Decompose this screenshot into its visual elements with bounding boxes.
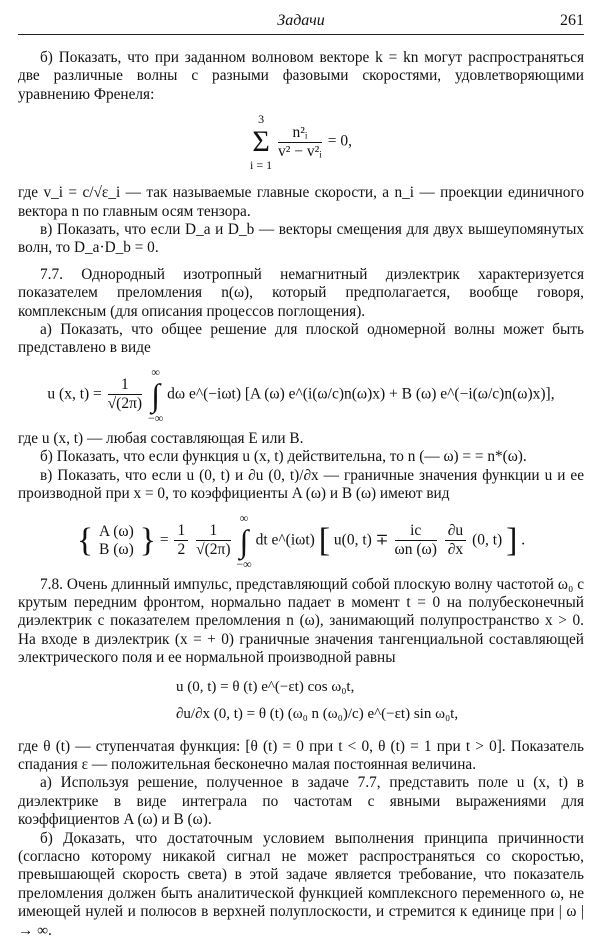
paragraph-p8: в) Показать, что если u (0, t) и ∂u (0, t)/∂x — граничные значения функции u и ее производной при x = 0, то коэффициенты A (ω) и B (ω) имеют вид — [18, 466, 584, 503]
coef-a: A (ω) — [99, 522, 134, 540]
coef-end: . — [521, 531, 526, 549]
half-num: 1 — [174, 522, 188, 541]
sum-lower: i = 1 — [250, 158, 273, 173]
header-rule — [18, 34, 584, 35]
paragraph-p7: б) Показать, что если функция u (x, t) действительна, то n (— ω) = = n*(ω). — [40, 448, 527, 466]
integral2-sign: ∫ — [239, 522, 249, 559]
boundary-line-1: u (0, t) = θ (t) e^(−εt) cos ω₀t, — [176, 678, 355, 695]
page — [18, 6, 584, 940]
paragraph-p11: а) Используя решение, полученное в задаче 7.7, представить поле u (x, t) в диэлектрике в виде интеграла по частотам с явными выражениями для коэффициентов A (ω) и B (ω). — [18, 774, 584, 829]
page-number: 261 — [560, 12, 584, 29]
header-title: Задачи — [277, 12, 325, 29]
solution-coef-num: 1 — [108, 376, 142, 395]
sum-sign: Σ — [252, 125, 270, 159]
paragraph-p2: где v_i = c/√ε_i — так называемые главные скорости, а n_i — проекции единичного вектора n по главным осям тензора. — [18, 184, 584, 220]
coef-tail: (0, t) — [472, 531, 503, 549]
equation-fresnel — [18, 112, 584, 174]
half-den: 2 — [177, 541, 186, 558]
du-num: ∂u — [445, 522, 466, 541]
integral2-lower: −∞ — [236, 556, 252, 571]
sum-upper: 3 — [258, 112, 265, 127]
fresnel-numerator: n²ᵢ — [278, 124, 322, 143]
du-den: ∂x — [447, 541, 464, 558]
paragraph-p3: в) Показать, что если D_a и D_b — векторы смещения для двух вышеупомянутых волн, то D_a·D_b = 0. — [18, 221, 584, 257]
paragraph-p12: б) Доказать, что достаточным условием выполнения принципа причинности (согласно которому никакой сигнал не может распространяться со скоростью, превышающей скорость света) в этой задаче является требование, что показатель преломления должен быть аналитической функцией комплексного переменного ω, не имеющей нулей и полюсов в верхней полуплоскости, и стремится к единице при | ω | → ∞. — [18, 829, 584, 939]
paragraph-p10: где θ (t) — ступенчатая функция: [θ (t) = 0 при t < 0, θ (t) = 1 при t > 0]. Показатель спадания ε — положительная бесконечно малая постоянная величина. — [18, 737, 584, 773]
equation-coefficients: { A (ω) B (ω) } = $\frac{1}{2}$ $\frac{1}{√(2\pi)}$ ∞ ∫ −∞ dt e^(iωt) [ u(0, t) ∓ $\frac{ic}{\omega n (\omega)}$ $\frac{\partial u}{\partial x}$ (0, t) ] . — [76, 510, 526, 571]
paragraph-p6: где u (x, t) — любая составляющая E или B. — [18, 429, 304, 447]
solution-lhs: u (x, t) = — [47, 385, 102, 403]
paragraph-p9: 7.8. Очень длинный импульс, представляющий собой плоскую волну частотой ω₀ с крутым передним фронтом, нормально падает в момент t = 0 на полубесконечный диэлектрик с показателем преломления n (ω), занимающий полупространство x > 0. На входе в диэлектрик (x = + 0) граничные значения тангенциальной составляющей электрического поля и ее нормальной производной равны — [18, 575, 584, 667]
paragraph-p5: а) Показать, что общее решение для плоской одномерной волны может быть представлено в виде — [18, 321, 584, 357]
ic-num: ic — [395, 522, 437, 541]
paragraph-p4: 7.7. Однородный изотропный немагнитный диэлектрик характеризуется показателем преломления n(ω), который предполагается, вообще говоря, комплексным (для описания процессов поглощения). — [18, 265, 584, 320]
integral-upper: ∞ — [151, 364, 160, 379]
coef-eq-sign: = — [159, 531, 169, 549]
boundary-line-2: ∂u/∂x (0, t) = θ (t) (ω₀ n (ω₀)/c) e^(−εt) sin ω₀t, — [176, 705, 459, 722]
norm-num: 1 — [196, 522, 230, 541]
integral-sign: ∫ — [151, 376, 160, 413]
equation-boundary-values — [18, 674, 584, 728]
solution-coef-den: √(2π) — [107, 395, 143, 413]
equation-general-solution — [18, 364, 584, 425]
coef-b: B (ω) — [99, 540, 134, 558]
integral2-upper: ∞ — [239, 510, 249, 525]
fresnel-rhs: = 0, — [327, 132, 352, 150]
integral-lower: −∞ — [147, 410, 164, 425]
norm-den: √(2π) — [196, 541, 231, 558]
running-header — [18, 6, 584, 32]
coef-dt: dt e^(iωt) — [255, 531, 315, 549]
ic-den: ωn (ω) — [394, 541, 437, 558]
paragraph-p1: б) Показать, что при заданном волновом векторе k = kn могут распространяться две различные волны с разными фазовыми скоростями, удовлетворяющими уравнению Френеля: — [18, 49, 584, 103]
coef-u0: u(0, t) ∓ — [333, 531, 389, 549]
fresnel-denominator: v² − v²ᵢ — [278, 142, 322, 160]
solution-integrand: dω e^(−iωt) [A (ω) e^(i(ω/c)n(ω)x) + B (ω) e^(−i(ω/c)n(ω)x)], — [167, 385, 555, 403]
